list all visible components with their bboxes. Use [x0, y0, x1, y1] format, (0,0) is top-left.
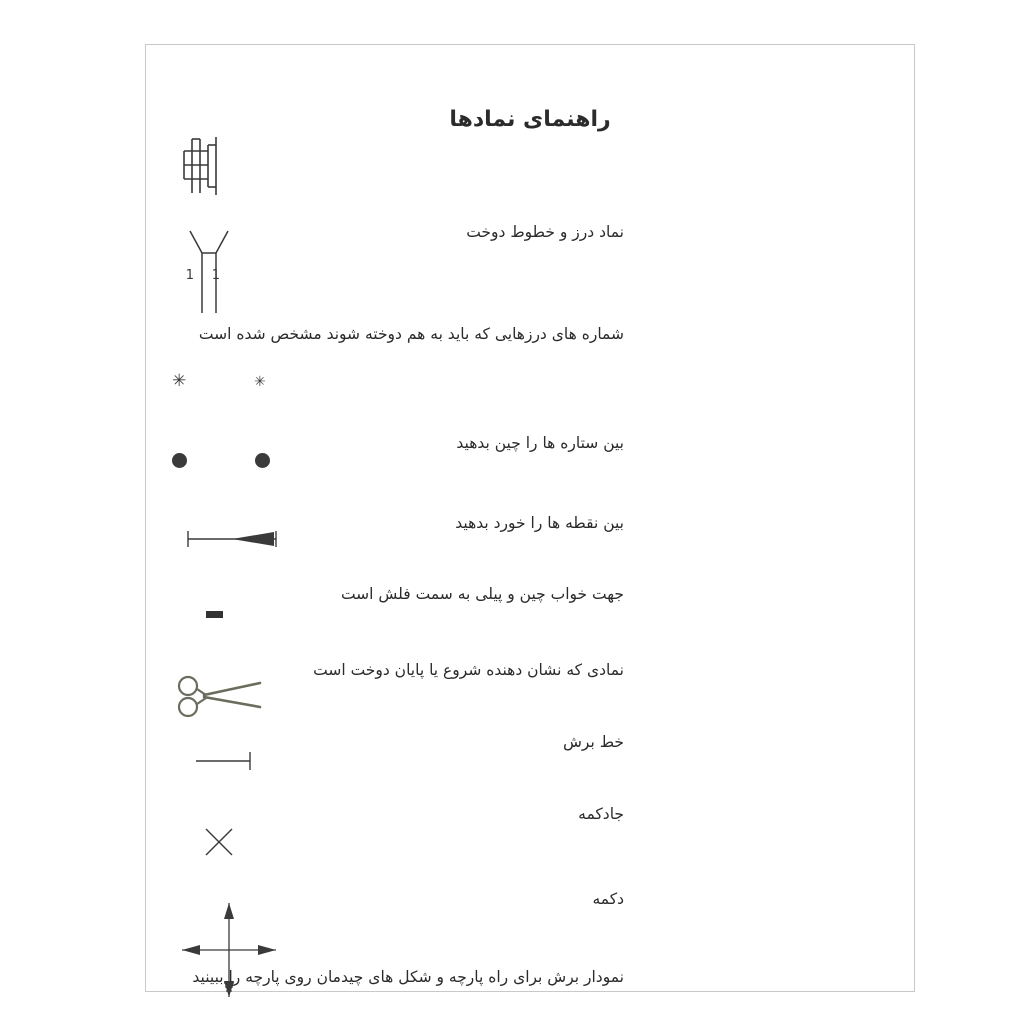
seam-numbers-icon — [182, 227, 242, 317]
legend-row-label: خط برش — [562, 733, 624, 751]
seam-number-right: 1 — [211, 268, 220, 283]
pleat-direction-arrow-icon — [166, 527, 296, 551]
legend-row-label: نماد درز و خطوط دوخت — [466, 223, 624, 241]
legend-row-label: بین ستاره ها را چین بدهید — [456, 434, 624, 452]
document-page — [145, 44, 915, 992]
legend-row-label: نمودار برش برای راه پارچه و شکل های چیدمان روی پارچه را ببینید — [192, 968, 624, 986]
dot-pair-icon — [154, 453, 284, 473]
legend-row-label: دکمه — [592, 890, 624, 908]
buttonhole-icon — [192, 749, 262, 773]
legend-row-label: بین نقطه ها را خورد بدهید — [455, 514, 624, 532]
seam-stitch-lines-icon — [178, 131, 232, 211]
legend-row-label: جادکمه — [578, 805, 624, 823]
dash-mark — [206, 611, 223, 618]
legend-row-label: جهت خواب چین و پیلی به سمت فلش است — [340, 585, 624, 603]
legend-row-label: نمادی که نشان دهنده شروع یا پایان دوخت است — [313, 661, 624, 679]
dot-left — [172, 453, 187, 468]
asterisk-right: ✳ — [254, 374, 266, 390]
dot-right — [255, 453, 270, 468]
grain-line-cross-arrows-icon — [174, 895, 284, 1005]
asterisk-left: ✳ — [172, 371, 187, 391]
scissors-icon — [168, 673, 268, 719]
button-cross-icon — [200, 823, 240, 863]
asterisk-pair-icon — [154, 373, 284, 397]
stitch-start-end-dash-icon — [206, 611, 223, 618]
seam-number-left: 1 — [185, 268, 194, 283]
legend-row-label: شماره های درزهایی که باید به هم دوخته شوند مشخص شده است — [198, 325, 624, 343]
page-title: راهنمای نمادها — [449, 107, 611, 132]
